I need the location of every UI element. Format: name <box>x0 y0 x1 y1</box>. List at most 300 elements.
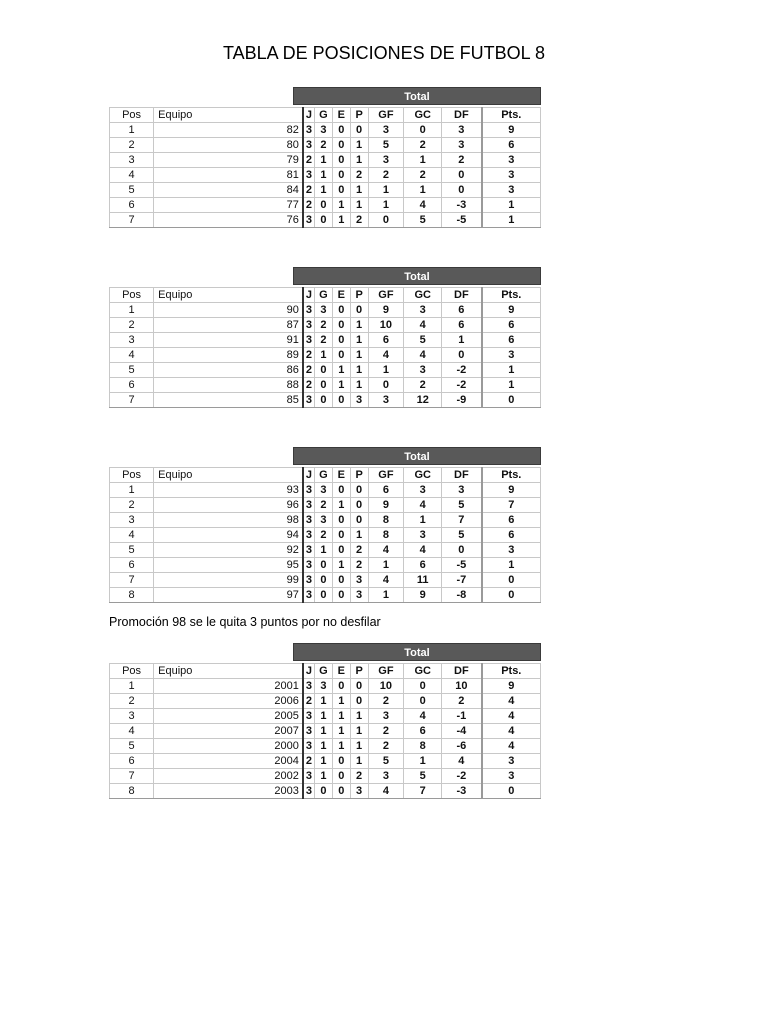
pts-cell: 1 <box>482 363 541 378</box>
pts-cell: 4 <box>482 694 541 709</box>
column-header: GF <box>368 108 404 123</box>
gc-cell: 1 <box>404 754 442 769</box>
pts-cell: 4 <box>482 724 541 739</box>
standings-grid <box>109 663 541 799</box>
gc-cell: 4 <box>404 198 442 213</box>
pos-cell: 6 <box>110 754 154 769</box>
table-row <box>110 153 541 168</box>
pts-cell: 6 <box>482 333 541 348</box>
e-cell: 0 <box>332 769 350 784</box>
team-cell: 2007 <box>154 724 303 739</box>
pts-cell: 1 <box>482 558 541 573</box>
header-row <box>110 664 541 679</box>
g-cell: 0 <box>314 213 332 228</box>
team-cell: 84 <box>154 183 303 198</box>
e-cell: 0 <box>332 123 350 138</box>
pts-cell: 6 <box>482 318 541 333</box>
g-cell: 2 <box>314 138 332 153</box>
gc-cell: 5 <box>404 213 442 228</box>
e-cell: 1 <box>332 378 350 393</box>
pos-cell: 1 <box>110 679 154 694</box>
j-cell: 3 <box>303 739 315 754</box>
j-cell: 3 <box>303 528 315 543</box>
gf-cell: 2 <box>368 739 404 754</box>
pos-cell: 2 <box>110 318 154 333</box>
j-cell: 3 <box>303 558 315 573</box>
gf-cell: 4 <box>368 543 404 558</box>
gc-cell: 2 <box>404 168 442 183</box>
j-cell: 3 <box>303 333 315 348</box>
p-cell: 3 <box>350 573 368 588</box>
p-cell: 1 <box>350 138 368 153</box>
pts-cell: 1 <box>482 378 541 393</box>
table-row <box>110 724 541 739</box>
table-row <box>110 588 541 603</box>
table-row <box>110 528 541 543</box>
gf-cell: 3 <box>368 709 404 724</box>
df-cell: 5 <box>442 498 482 513</box>
df-cell: 2 <box>442 694 482 709</box>
df-cell: 0 <box>442 168 482 183</box>
team-cell: 93 <box>154 483 303 498</box>
gf-cell: 6 <box>368 333 404 348</box>
team-cell: 79 <box>154 153 303 168</box>
g-cell: 0 <box>314 784 332 799</box>
p-cell: 1 <box>350 348 368 363</box>
g-cell: 3 <box>314 303 332 318</box>
standings-grid <box>109 107 541 228</box>
pts-cell: 3 <box>482 769 541 784</box>
column-header: GC <box>404 468 442 483</box>
pts-cell: 0 <box>482 393 541 408</box>
p-cell: 1 <box>350 528 368 543</box>
gf-cell: 3 <box>368 123 404 138</box>
team-cell: 89 <box>154 348 303 363</box>
team-cell: 2006 <box>154 694 303 709</box>
pts-cell: 9 <box>482 679 541 694</box>
g-cell: 0 <box>314 573 332 588</box>
column-header: GC <box>404 664 442 679</box>
g-cell: 1 <box>314 153 332 168</box>
p-cell: 1 <box>350 198 368 213</box>
column-header: G <box>314 108 332 123</box>
df-cell: 3 <box>442 123 482 138</box>
g-cell: 0 <box>314 363 332 378</box>
e-cell: 0 <box>332 543 350 558</box>
gc-cell: 9 <box>404 588 442 603</box>
column-header: E <box>332 664 350 679</box>
pos-cell: 4 <box>110 724 154 739</box>
pos-cell: 5 <box>110 363 154 378</box>
pos-cell: 8 <box>110 588 154 603</box>
p-cell: 1 <box>350 378 368 393</box>
table-row <box>110 558 541 573</box>
gf-cell: 0 <box>368 213 404 228</box>
e-cell: 0 <box>332 138 350 153</box>
g-cell: 3 <box>314 483 332 498</box>
df-cell: 4 <box>442 754 482 769</box>
team-cell: 2002 <box>154 769 303 784</box>
gc-cell: 6 <box>404 558 442 573</box>
e-cell: 1 <box>332 198 350 213</box>
standings-table-1 <box>109 87 541 228</box>
gf-cell: 1 <box>368 183 404 198</box>
pos-cell: 4 <box>110 528 154 543</box>
p-cell: 1 <box>350 183 368 198</box>
team-cell: 99 <box>154 573 303 588</box>
pts-cell: 6 <box>482 138 541 153</box>
gf-cell: 1 <box>368 558 404 573</box>
j-cell: 3 <box>303 213 315 228</box>
p-cell: 1 <box>350 153 368 168</box>
pts-cell: 4 <box>482 739 541 754</box>
p-cell: 2 <box>350 558 368 573</box>
team-cell: 92 <box>154 543 303 558</box>
df-cell: 7 <box>442 513 482 528</box>
j-cell: 3 <box>303 709 315 724</box>
pos-cell: 7 <box>110 213 154 228</box>
j-cell: 3 <box>303 769 315 784</box>
header-row <box>110 108 541 123</box>
pts-cell: 3 <box>482 348 541 363</box>
column-header: P <box>350 108 368 123</box>
column-header: J <box>303 108 315 123</box>
team-cell: 76 <box>154 213 303 228</box>
column-header: E <box>332 108 350 123</box>
df-cell: 2 <box>442 153 482 168</box>
column-header: Equipo <box>154 288 303 303</box>
standings-table-4 <box>109 643 541 799</box>
gf-cell: 1 <box>368 588 404 603</box>
j-cell: 2 <box>303 183 315 198</box>
pos-cell: 3 <box>110 333 154 348</box>
e-cell: 0 <box>332 573 350 588</box>
team-cell: 2003 <box>154 784 303 799</box>
column-header: Pts. <box>482 108 541 123</box>
table-row <box>110 123 541 138</box>
e-cell: 1 <box>332 558 350 573</box>
team-cell: 80 <box>154 138 303 153</box>
standings-table-3 <box>109 447 541 603</box>
df-cell: 5 <box>442 528 482 543</box>
df-cell: -7 <box>442 573 482 588</box>
team-cell: 85 <box>154 393 303 408</box>
gc-cell: 5 <box>404 333 442 348</box>
table-row <box>110 378 541 393</box>
j-cell: 3 <box>303 784 315 799</box>
pts-cell: 3 <box>482 754 541 769</box>
j-cell: 3 <box>303 724 315 739</box>
pts-cell: 9 <box>482 303 541 318</box>
table-row <box>110 333 541 348</box>
team-cell: 94 <box>154 528 303 543</box>
e-cell: 0 <box>332 183 350 198</box>
df-cell: -2 <box>442 769 482 784</box>
column-header: DF <box>442 108 482 123</box>
gf-cell: 9 <box>368 498 404 513</box>
total-header: Total <box>293 87 541 105</box>
p-cell: 0 <box>350 513 368 528</box>
column-header: Pos <box>110 468 154 483</box>
e-cell: 1 <box>332 363 350 378</box>
p-cell: 2 <box>350 769 368 784</box>
pts-cell: 3 <box>482 153 541 168</box>
j-cell: 2 <box>303 378 315 393</box>
column-header: DF <box>442 664 482 679</box>
team-cell: 2005 <box>154 709 303 724</box>
table-row <box>110 483 541 498</box>
pos-cell: 5 <box>110 543 154 558</box>
j-cell: 2 <box>303 754 315 769</box>
column-header: Pos <box>110 664 154 679</box>
column-header: G <box>314 664 332 679</box>
column-header: GC <box>404 288 442 303</box>
e-cell: 0 <box>332 483 350 498</box>
p-cell: 0 <box>350 123 368 138</box>
pos-cell: 6 <box>110 198 154 213</box>
p-cell: 2 <box>350 213 368 228</box>
team-cell: 96 <box>154 498 303 513</box>
column-header: J <box>303 468 315 483</box>
header-row <box>110 288 541 303</box>
gc-cell: 1 <box>404 513 442 528</box>
gf-cell: 1 <box>368 198 404 213</box>
gc-cell: 2 <box>404 138 442 153</box>
gf-cell: 4 <box>368 573 404 588</box>
df-cell: 6 <box>442 318 482 333</box>
j-cell: 3 <box>303 168 315 183</box>
gf-cell: 9 <box>368 303 404 318</box>
gc-cell: 12 <box>404 393 442 408</box>
table-row <box>110 138 541 153</box>
e-cell: 0 <box>332 168 350 183</box>
j-cell: 3 <box>303 679 315 694</box>
column-header: J <box>303 664 315 679</box>
e-cell: 1 <box>332 739 350 754</box>
column-header: Equipo <box>154 108 303 123</box>
df-cell: -2 <box>442 378 482 393</box>
p-cell: 1 <box>350 754 368 769</box>
e-cell: 1 <box>332 498 350 513</box>
column-header: Pos <box>110 288 154 303</box>
column-header: P <box>350 468 368 483</box>
gc-cell: 4 <box>404 348 442 363</box>
df-cell: -6 <box>442 739 482 754</box>
e-cell: 1 <box>332 694 350 709</box>
column-header: DF <box>442 468 482 483</box>
g-cell: 1 <box>314 724 332 739</box>
pos-cell: 7 <box>110 769 154 784</box>
team-cell: 2000 <box>154 739 303 754</box>
pts-cell: 1 <box>482 213 541 228</box>
column-header: E <box>332 288 350 303</box>
pts-cell: 9 <box>482 123 541 138</box>
gc-cell: 3 <box>404 363 442 378</box>
gf-cell: 2 <box>368 694 404 709</box>
pts-cell: 3 <box>482 183 541 198</box>
gc-cell: 8 <box>404 739 442 754</box>
p-cell: 1 <box>350 724 368 739</box>
column-header: GF <box>368 468 404 483</box>
gc-cell: 5 <box>404 769 442 784</box>
team-cell: 98 <box>154 513 303 528</box>
gc-cell: 0 <box>404 694 442 709</box>
header-row <box>110 468 541 483</box>
pos-cell: 5 <box>110 739 154 754</box>
pos-cell: 4 <box>110 348 154 363</box>
column-header: GF <box>368 288 404 303</box>
p-cell: 2 <box>350 168 368 183</box>
gc-cell: 6 <box>404 724 442 739</box>
df-cell: -8 <box>442 588 482 603</box>
j-cell: 3 <box>303 318 315 333</box>
pts-cell: 7 <box>482 498 541 513</box>
pos-cell: 7 <box>110 393 154 408</box>
df-cell: 6 <box>442 303 482 318</box>
gc-cell: 0 <box>404 679 442 694</box>
standings-table-2 <box>109 267 541 408</box>
e-cell: 0 <box>332 153 350 168</box>
table-row <box>110 739 541 754</box>
g-cell: 3 <box>314 513 332 528</box>
j-cell: 2 <box>303 198 315 213</box>
g-cell: 1 <box>314 183 332 198</box>
g-cell: 1 <box>314 543 332 558</box>
p-cell: 0 <box>350 694 368 709</box>
j-cell: 3 <box>303 138 315 153</box>
pos-cell: 4 <box>110 168 154 183</box>
gc-cell: 0 <box>404 123 442 138</box>
g-cell: 0 <box>314 378 332 393</box>
pos-cell: 3 <box>110 153 154 168</box>
gc-cell: 3 <box>404 303 442 318</box>
gf-cell: 10 <box>368 679 404 694</box>
g-cell: 1 <box>314 168 332 183</box>
pos-cell: 1 <box>110 303 154 318</box>
team-cell: 91 <box>154 333 303 348</box>
g-cell: 2 <box>314 528 332 543</box>
df-cell: 0 <box>442 183 482 198</box>
pos-cell: 1 <box>110 123 154 138</box>
j-cell: 3 <box>303 588 315 603</box>
gf-cell: 5 <box>368 754 404 769</box>
column-header: Pts. <box>482 664 541 679</box>
df-cell: 3 <box>442 138 482 153</box>
p-cell: 0 <box>350 679 368 694</box>
pts-cell: 6 <box>482 528 541 543</box>
pos-cell: 3 <box>110 709 154 724</box>
table-row <box>110 498 541 513</box>
column-header: GC <box>404 108 442 123</box>
team-cell: 97 <box>154 588 303 603</box>
p-cell: 0 <box>350 498 368 513</box>
pts-cell: 0 <box>482 784 541 799</box>
table-row <box>110 363 541 378</box>
df-cell: 1 <box>442 333 482 348</box>
team-cell: 87 <box>154 318 303 333</box>
table-row <box>110 784 541 799</box>
e-cell: 1 <box>332 709 350 724</box>
standings-grid <box>109 467 541 603</box>
pts-cell: 6 <box>482 513 541 528</box>
pos-cell: 3 <box>110 513 154 528</box>
team-cell: 95 <box>154 558 303 573</box>
gc-cell: 1 <box>404 153 442 168</box>
j-cell: 3 <box>303 393 315 408</box>
team-cell: 2001 <box>154 679 303 694</box>
e-cell: 0 <box>332 333 350 348</box>
pts-cell: 1 <box>482 198 541 213</box>
table-row <box>110 213 541 228</box>
g-cell: 0 <box>314 558 332 573</box>
df-cell: 0 <box>442 348 482 363</box>
pts-cell: 4 <box>482 709 541 724</box>
p-cell: 2 <box>350 543 368 558</box>
p-cell: 3 <box>350 393 368 408</box>
g-cell: 3 <box>314 679 332 694</box>
p-cell: 1 <box>350 709 368 724</box>
gf-cell: 2 <box>368 168 404 183</box>
e-cell: 0 <box>332 588 350 603</box>
g-cell: 0 <box>314 588 332 603</box>
column-header: GF <box>368 664 404 679</box>
standings-grid <box>109 287 541 408</box>
e-cell: 0 <box>332 513 350 528</box>
pts-cell: 3 <box>482 168 541 183</box>
gf-cell: 4 <box>368 784 404 799</box>
p-cell: 1 <box>350 318 368 333</box>
gc-cell: 4 <box>404 709 442 724</box>
e-cell: 0 <box>332 528 350 543</box>
gf-cell: 10 <box>368 318 404 333</box>
team-cell: 88 <box>154 378 303 393</box>
team-cell: 2004 <box>154 754 303 769</box>
g-cell: 1 <box>314 348 332 363</box>
team-cell: 77 <box>154 198 303 213</box>
df-cell: 3 <box>442 483 482 498</box>
table-row <box>110 769 541 784</box>
g-cell: 0 <box>314 198 332 213</box>
column-header: P <box>350 664 368 679</box>
j-cell: 2 <box>303 363 315 378</box>
column-header: E <box>332 468 350 483</box>
gf-cell: 3 <box>368 769 404 784</box>
p-cell: 3 <box>350 784 368 799</box>
gf-cell: 0 <box>368 378 404 393</box>
pos-cell: 7 <box>110 573 154 588</box>
table-row <box>110 754 541 769</box>
pos-cell: 8 <box>110 784 154 799</box>
total-header: Total <box>293 643 541 661</box>
penalty-note: Promoción 98 se le quita 3 puntos por no desfilar <box>109 615 381 629</box>
gc-cell: 7 <box>404 784 442 799</box>
team-cell: 81 <box>154 168 303 183</box>
g-cell: 1 <box>314 739 332 754</box>
gf-cell: 4 <box>368 348 404 363</box>
e-cell: 0 <box>332 393 350 408</box>
gc-cell: 4 <box>404 543 442 558</box>
j-cell: 3 <box>303 573 315 588</box>
total-header: Total <box>293 267 541 285</box>
g-cell: 2 <box>314 333 332 348</box>
gc-cell: 4 <box>404 498 442 513</box>
column-header: Pts. <box>482 468 541 483</box>
j-cell: 2 <box>303 153 315 168</box>
g-cell: 3 <box>314 123 332 138</box>
table-row <box>110 318 541 333</box>
pos-cell: 2 <box>110 498 154 513</box>
j-cell: 3 <box>303 123 315 138</box>
